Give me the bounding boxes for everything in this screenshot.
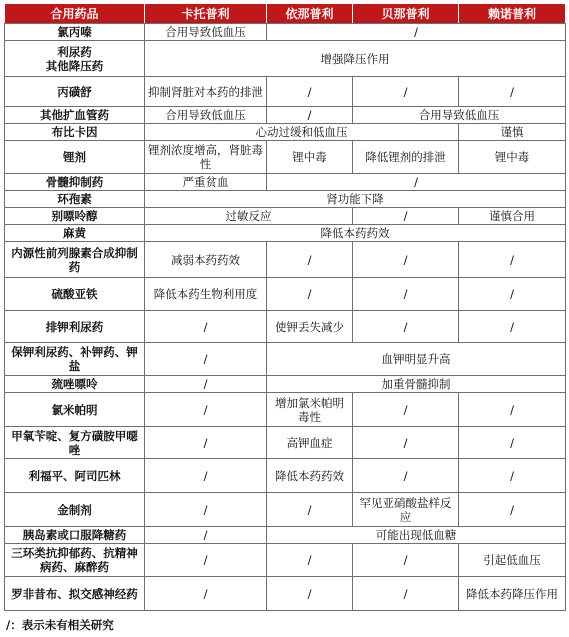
table-row [5, 141, 566, 174]
interaction-cell: / [145, 343, 267, 376]
interaction-cell: / [267, 174, 566, 191]
drug-name-cell: 金制剂 [5, 493, 145, 527]
header-lisinopril: 赖诺普利 [459, 4, 566, 24]
drug-name-cell: 利福平、阿司匹林 [5, 459, 145, 493]
interaction-cell: 降低本药生物利用度 [145, 278, 267, 311]
table-row [5, 527, 566, 544]
interaction-cell: / [145, 493, 267, 527]
interaction-cell: 谨慎合用 [459, 208, 566, 225]
drug-name-cell: 氯丙嗪 [5, 24, 145, 41]
drug-name-cell: 排钾利尿药 [5, 311, 145, 343]
drug-name-cell: 骨髓抑制药 [5, 174, 145, 191]
interaction-cell: 高钾血症 [267, 427, 353, 459]
interaction-cell: / [353, 311, 459, 343]
header-combined-drug: 合用药品 [5, 4, 145, 24]
table-row [5, 174, 566, 191]
drug-name-cell: 硫酸亚铁 [5, 278, 145, 311]
footnote: /：表示未有相关研究 [6, 618, 114, 632]
drug-name-cell: 罗非昔布、拟交感神经药 [5, 577, 145, 611]
interaction-cell: / [353, 208, 459, 225]
interaction-cell: 合用导致低血压 [145, 24, 267, 41]
table-row [5, 225, 566, 242]
interaction-cell: / [353, 242, 459, 278]
drug-name-cell: 麻黄 [5, 225, 145, 242]
table-row [5, 311, 566, 343]
interaction-cell: 增强降压作用 [145, 41, 566, 77]
table-row [5, 544, 566, 577]
interaction-cell: 肾功能下降 [145, 191, 566, 208]
interaction-cell: / [353, 544, 459, 577]
interaction-cell: / [145, 459, 267, 493]
table-row [5, 459, 566, 493]
interaction-cell: 合用导致低血压 [353, 107, 566, 124]
interaction-cell: / [267, 24, 566, 41]
interaction-cell: / [267, 493, 353, 527]
interaction-cell: / [145, 544, 267, 577]
interaction-cell: 降低本药药效 [267, 459, 353, 493]
interaction-cell: 过敏反应 [145, 208, 353, 225]
interaction-cell: 引起低血压 [459, 544, 566, 577]
drug-name-cell: 别嘌呤醇 [5, 208, 145, 225]
table-row [5, 191, 566, 208]
drug-name-cell: 胰岛素或口服降糖药 [5, 527, 145, 544]
interaction-cell: / [459, 493, 566, 527]
drug-name-cell: 利尿药 其他降压药 [5, 41, 145, 77]
drug-name-cell: 甲氧苄啶、复方磺胺甲噁唑 [5, 427, 145, 459]
interaction-cell: / [145, 577, 267, 611]
table-row [5, 278, 566, 311]
interaction-cell: / [145, 376, 267, 393]
table-row [5, 24, 566, 41]
drug-name-cell: 保钾利尿药、补钾药、钾盐 [5, 343, 145, 376]
drug-name-cell: 内源性前列腺素合成抑制药 [5, 242, 145, 278]
interaction-cell: / [145, 393, 267, 427]
interaction-cell: / [145, 427, 267, 459]
drug-name-cell: 布比卡因 [5, 124, 145, 141]
interaction-cell: / [459, 459, 566, 493]
table-row [5, 577, 566, 611]
table-row [5, 493, 566, 527]
interaction-cell: 使钾丢失减少 [267, 311, 353, 343]
interaction-cell: / [353, 577, 459, 611]
drug-name-cell: 锂剂 [5, 141, 145, 174]
interaction-cell: 减弱本药药效 [145, 242, 267, 278]
interaction-cell: / [353, 393, 459, 427]
interaction-cell: / [353, 427, 459, 459]
interaction-cell: 锂剂浓度增高，肾脏毒性 [145, 141, 267, 174]
interaction-cell: / [459, 311, 566, 343]
interaction-cell: / [267, 77, 353, 107]
interaction-cell: / [459, 393, 566, 427]
interaction-cell: 加重骨髓抑制 [267, 376, 566, 393]
table-row [5, 427, 566, 459]
table-row [5, 393, 566, 427]
interaction-cell: / [267, 278, 353, 311]
interaction-cell: / [267, 544, 353, 577]
interaction-cell: / [353, 459, 459, 493]
interaction-cell: 抑制肾脏对本药的排泄 [145, 77, 267, 107]
interaction-cell: / [459, 242, 566, 278]
interaction-cell: 增加氯米帕明毒性 [267, 393, 353, 427]
drug-name-cell: 三环类抗抑郁药、抗精神病药、麻醉药 [5, 544, 145, 577]
table-row [5, 343, 566, 376]
drug-name-cell: 环孢素 [5, 191, 145, 208]
drug-name-cell: 丙磺舒 [5, 77, 145, 107]
interaction-cell: / [145, 527, 267, 544]
interaction-cell: / [267, 107, 353, 124]
interaction-cell: 合用导致低血压 [145, 107, 267, 124]
interaction-cell: 可能出现低血糖 [267, 527, 566, 544]
interaction-cell: / [145, 311, 267, 343]
interaction-cell: 锂中毒 [459, 141, 566, 174]
interaction-cell: / [353, 77, 459, 107]
table-body [5, 24, 566, 611]
interaction-cell: / [459, 278, 566, 311]
header-captopril: 卡托普利 [145, 4, 267, 24]
table-row [5, 242, 566, 278]
interaction-cell: / [353, 278, 459, 311]
interaction-cell: 降低本药降压作用 [459, 577, 566, 611]
table-row [5, 107, 566, 124]
interaction-cell: 谨慎 [459, 124, 566, 141]
table-row [5, 77, 566, 107]
interaction-cell: 严重贫血 [145, 174, 267, 191]
drug-name-cell: 巯唑嘌呤 [5, 376, 145, 393]
interaction-cell: 罕见亚硝酸盐样反应 [353, 493, 459, 527]
interaction-cell: 降低本药药效 [145, 225, 566, 242]
interaction-cell: / [267, 577, 353, 611]
table-row [5, 41, 566, 77]
drug-name-cell: 氯米帕明 [5, 393, 145, 427]
interaction-cell: 血钾明显升高 [267, 343, 566, 376]
header-benazepril: 贝那普利 [353, 4, 459, 24]
interaction-cell: / [459, 77, 566, 107]
table-row [5, 376, 566, 393]
header-enalapril: 依那普利 [267, 4, 353, 24]
interaction-cell: 降低锂剂的排泄 [353, 141, 459, 174]
interaction-cell: 心动过缓和低血压 [145, 124, 459, 141]
table-header-row [5, 4, 566, 24]
table-row [5, 208, 566, 225]
interaction-cell: 锂中毒 [267, 141, 353, 174]
drug-name-cell: 其他扩血管药 [5, 107, 145, 124]
drug-interaction-table [4, 3, 566, 611]
interaction-cell: / [267, 242, 353, 278]
interaction-cell: / [459, 427, 566, 459]
table-row [5, 124, 566, 141]
